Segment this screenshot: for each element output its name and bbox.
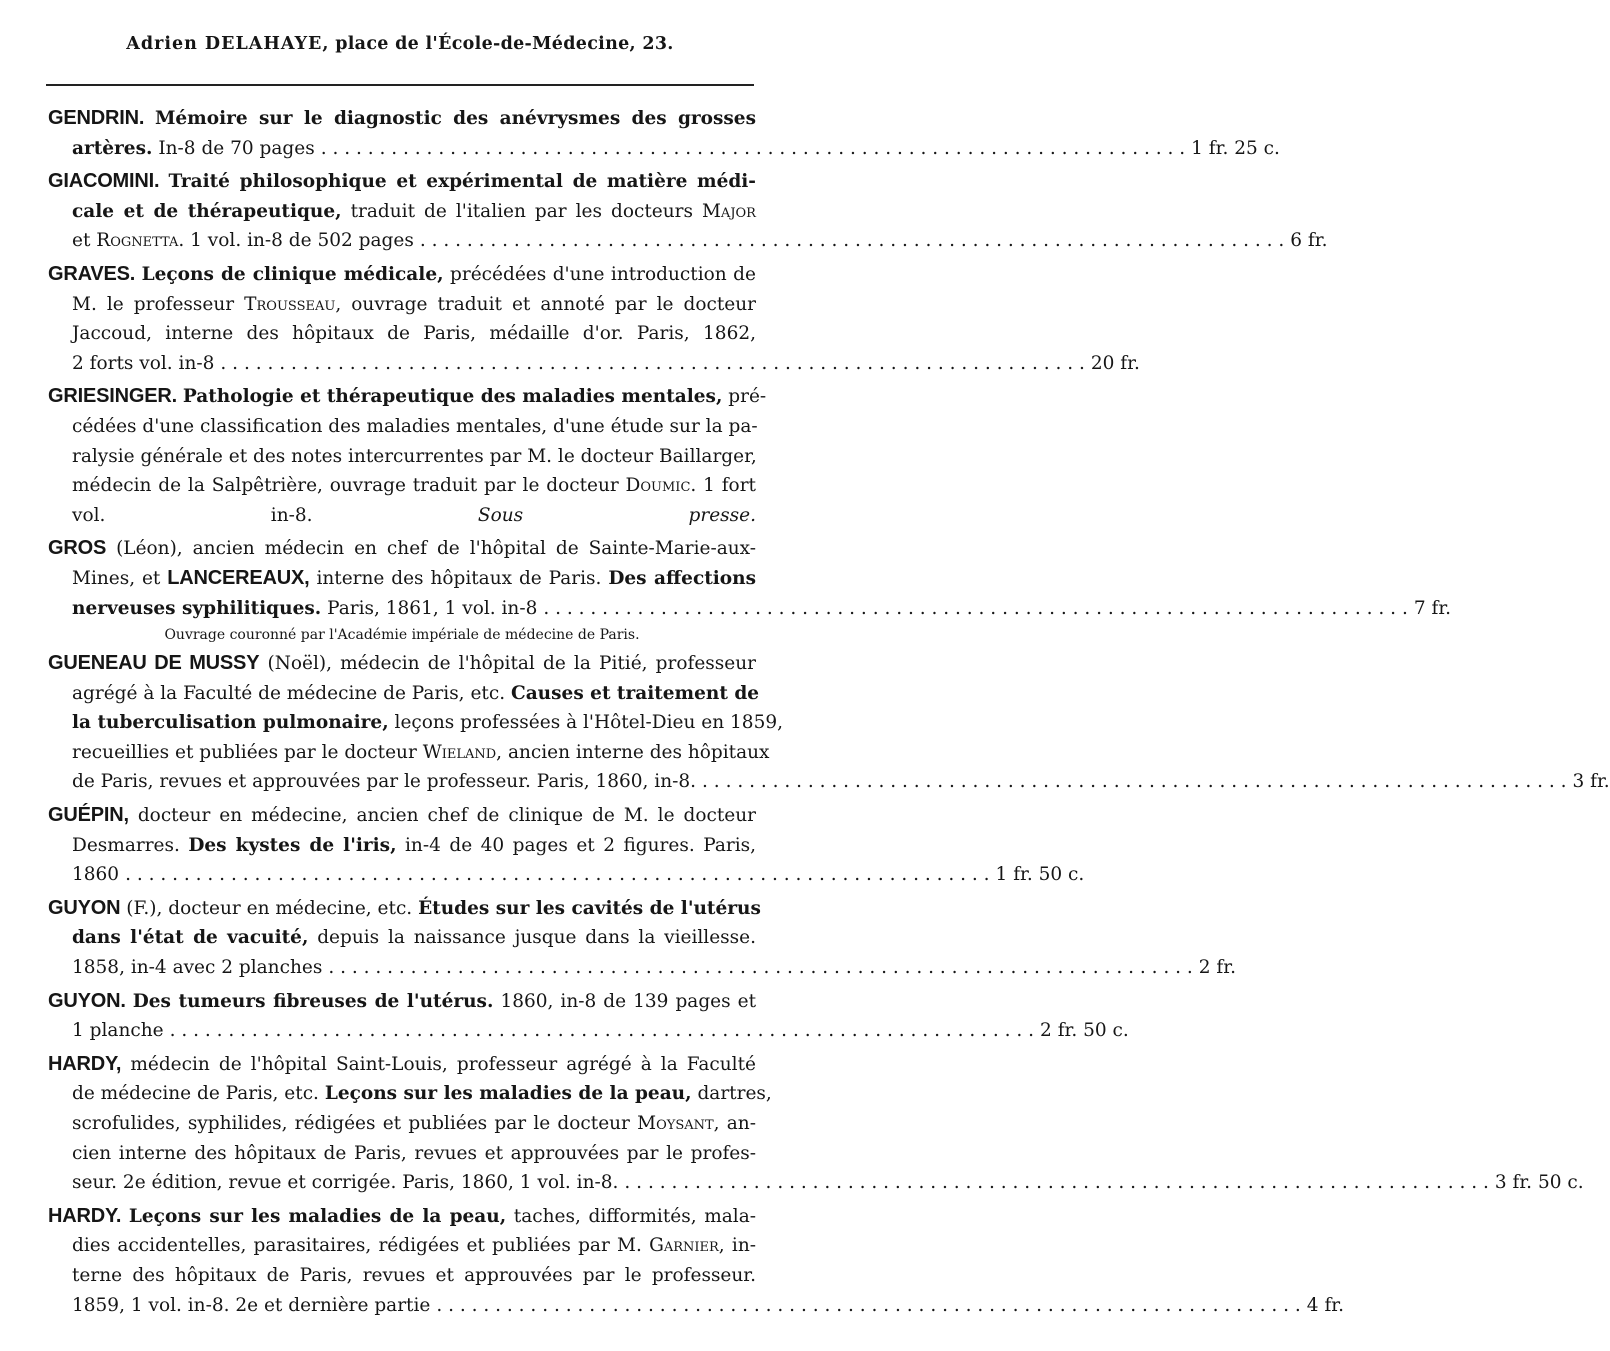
work-title: nerveuses syphilitiques. [72,597,322,619]
person-name: Rognetta. [96,230,185,252]
work-title: dans l'état de vacuité, [72,927,309,949]
catalog-entry [48,649,1610,797]
catalog-entry [48,801,1085,890]
leader-dots [436,1291,1300,1321]
author-name: GRAVES. [48,262,136,285]
entry-line [48,1261,756,1291]
entry-line [48,104,756,134]
description-text: ouvrage traduit et annoté par le docteur [351,293,756,315]
author-name: HARDY, [48,1052,122,1075]
description-text: Paris, 1861, 1 vol. in-8 [327,597,538,619]
price: 2 fr. 50 c. [1040,1020,1129,1042]
work-title: la tuberculisation pulmonaire, [72,712,389,734]
description-text: in- [731,1235,756,1257]
author-name: GUYON [48,896,121,919]
author-name: GUENEAU DE MUSSY [48,652,260,675]
description-text: 1859, 1 vol. in-8. 2e et dernière partie [72,1294,431,1316]
leader-dots [328,953,1192,983]
price: 20 fr. [1090,352,1140,374]
work-title: Traité philosophique et expérimental de matière médi- [168,171,756,193]
description-text: cien interne des hôpitaux de Paris, revues et approuvées par le profes- [72,1142,756,1164]
entry-line [48,1139,756,1169]
entry-line [48,923,756,953]
entry-line-text [72,1291,430,1321]
work-title: cale et de thérapeutique, [72,200,342,222]
entry-line [48,290,756,320]
entry-line [48,1079,772,1109]
work-title: artères. [72,137,153,159]
description-text: 1 fort [703,475,756,497]
leader-dots [420,226,1284,256]
entry-line [48,197,756,227]
entry-line-text [72,349,214,379]
author-name: GIACOMINI. [48,170,160,193]
price: 3 fr. [1572,771,1610,793]
award-note: Ouvrage couronné par l'Académie impériale de médecine de Paris. [164,627,640,644]
description-text: 1 planche [72,1020,164,1042]
catalog-list [48,104,1610,1324]
price: 3 fr. 50 c. [1494,1172,1584,1194]
author-name: GUYON. [48,989,126,1012]
entry-line [48,708,783,738]
description-text: cédées d'une classification des maladies mentales, d'une étude sur la pa- [72,415,758,437]
entry-line [48,501,756,531]
description-text: an- [726,1113,756,1134]
catalog-entry [48,987,1129,1046]
work-title: Des affections [608,567,756,589]
entry-line-text [72,1168,618,1198]
author-name: GUÉPIN, [48,804,129,827]
leader-dots [321,134,1185,164]
work-title: Leçons sur les maladies de la peau, [324,1083,692,1105]
entry-line [48,1202,756,1232]
entry-line [48,1231,756,1261]
running-head: Adrien DELAHAYE, place de l'École-de-Médecine, 23. [126,34,674,54]
entry-line [48,226,1328,256]
entry-line [48,412,756,442]
person-name: Major [701,200,756,222]
work-title: Pathologie et thérapeutique des maladies mentales, [182,386,723,408]
description-text: et [72,230,91,252]
entry-line [48,649,756,679]
description-text: pré- [728,386,767,408]
description-text: In-8 de 70 pages [158,137,315,159]
description-text: terne des hôpitaux de Paris, revues et approuvées par le professeur. [72,1264,756,1286]
description-text: 1858, in-4 avec 2 planches [72,957,323,979]
entry-line [48,442,756,472]
leader-dots [543,594,1407,624]
author-name: LANCEREAUX, [167,566,310,589]
price: 1 fr. 25 c. [1191,137,1280,159]
entry-line [48,953,1236,983]
entry-line [48,767,1610,797]
entry-line-text [72,226,414,256]
catalog-entry [48,1202,1344,1320]
person-name: Moysant, [637,1113,720,1134]
author-name: GROS [48,537,107,560]
description-text: dartres, [697,1083,772,1105]
description-text: interne des hôpitaux de Paris. [316,567,602,589]
catalog-entry [48,167,1328,256]
price: 6 fr. [1290,230,1328,252]
entry-line [48,679,760,709]
entry-line [48,382,767,412]
work-title: Études sur les cavités de l'utérus [418,897,761,919]
catalog-entry [48,534,1452,623]
entry-line [48,831,756,861]
entry-line [48,1168,1584,1198]
description-text: dies accidentelles, parasitaires, rédigées et publiées par M. [72,1235,642,1257]
description-text: (F.), docteur en médecine, etc. [126,897,413,919]
catalog-entry [48,260,1140,378]
description-text: depuis la naissance jusque dans la vieillesse. [317,927,756,949]
description-text: seur. 2e édition, revue et corrigée. Paris, 1860, 1 vol. in-8. [72,1172,619,1194]
entry-line [48,1016,1129,1046]
entry-line [48,471,756,501]
work-title: Mémoire sur le diagnostic des anévrysmes des grosses [154,108,756,129]
description-text: recueillies et publiées par le docteur [72,741,417,763]
description-text: de Paris, revues et approuvées par le professeur. Paris, 1860, in-8. [72,771,697,793]
entry-line [48,564,756,594]
entry-line [48,1050,756,1080]
work-title: Causes et traitement de [510,682,760,704]
description-text: docteur en médecine, ancien chef de clinique de M. le docteur [137,805,756,827]
author-name: GRIESINGER. [48,385,177,408]
description-text: taches, difformités, mala- [513,1205,756,1227]
description-text: in-4 de 40 pages et 2 figures. Paris, [405,834,756,856]
entry-line-text [72,134,315,164]
header-rule [46,84,754,86]
leader-dots [170,1016,1034,1046]
leader-dots [220,349,1084,379]
status-note: Sous presse. [477,504,756,526]
description-text: 2 forts vol. in-8 [72,352,215,374]
entry-line [48,319,756,349]
catalog-entry [48,1050,1584,1198]
description-text: Mines, et [72,567,161,589]
entry-line [48,1109,756,1139]
description-text: ralysie générale et des notes intercurrentes par M. le docteur Baillarger, [72,445,757,467]
author-name: GENDRIN. [48,107,145,129]
catalog-entry [48,894,1236,983]
leader-dots [125,860,989,890]
publisher-address: place de l'École-de-Médecine, 23. [335,34,674,54]
catalog-entry [48,104,1280,163]
description-text: précédées d'une introduction de [450,263,756,285]
author-name: HARDY. [48,1204,122,1227]
entry-line [48,860,1085,890]
description-text: vol. in-8. [72,504,313,526]
person-name: Trousseau, [244,293,342,315]
description-text: Jaccoud, interne des hôpitaux de Paris, médaille d'or. Paris, 1862, [72,323,756,345]
description-text: scrofulides, syphilides, rédigées et publiées par le docteur [72,1113,630,1134]
person-name: Garnier, [649,1235,725,1257]
person-name: Doumic. [625,475,697,497]
price: 4 fr. [1306,1294,1344,1316]
description-text: M. le professeur [72,293,235,315]
entry-line [48,894,761,924]
work-title: Des tumeurs fibreuses de l'utérus. [132,990,494,1012]
description-text: (Noël), médecin de l'hôpital de la Pitié, professeur [267,653,756,675]
description-text: 1860, in-8 de 139 pages et [500,990,757,1012]
entry-line [48,167,756,197]
work-title: Des kystes de l'iris, [188,834,397,856]
entry-line [48,738,770,768]
entry-line-text [72,1016,164,1046]
entry-line-text [72,953,322,983]
leader-dots [702,767,1566,797]
price: 7 fr. [1413,597,1452,619]
description-text: traduit de l'italien par les docteurs [350,200,693,222]
price: 1 fr. 50 c. [995,864,1085,886]
entry-line-text [72,860,119,890]
entry-line-text [72,767,696,797]
entry-line [48,987,756,1017]
description-text: médecin de la Salpêtrière, ouvrage traduit par le docteur [72,475,619,497]
entry-line [48,260,756,290]
publisher-name: Adrien DELAHAYE [126,34,323,54]
work-title: Leçons sur les maladies de la peau, [128,1205,507,1227]
work-title: Leçons de clinique médicale, [141,263,444,285]
description-text: 1 vol. in-8 de 502 pages [190,230,414,252]
leader-dots [624,1168,1488,1198]
description-text: médecin de l'hôpital Saint-Louis, professeur agrégé à la Faculté [130,1053,756,1075]
entry-line [48,801,756,831]
description-text: agrégé à la Faculté de médecine de Paris, etc. [72,682,506,704]
description-text: Desmarres. [72,834,180,856]
description-text: ancien interne des hôpitaux [507,741,770,763]
description-text: leçons professées à l'Hôtel-Dieu en 1859, [394,712,783,734]
entry-line [48,534,756,564]
person-name: Wieland, [422,741,503,763]
entry-line [48,594,1452,624]
description-text: (Léon), ancien médecin en chef de l'hôpital de Sainte-Marie-aux- [116,538,756,560]
price: 2 fr. [1198,957,1236,979]
entry-line [48,349,1140,379]
catalog-entry [48,382,767,530]
entry-line [48,1291,1344,1321]
description-text: 1860 [72,864,120,886]
description-text: de médecine de Paris, etc. [72,1083,319,1105]
entry-line [48,134,1280,164]
entry-line-text [72,594,537,624]
